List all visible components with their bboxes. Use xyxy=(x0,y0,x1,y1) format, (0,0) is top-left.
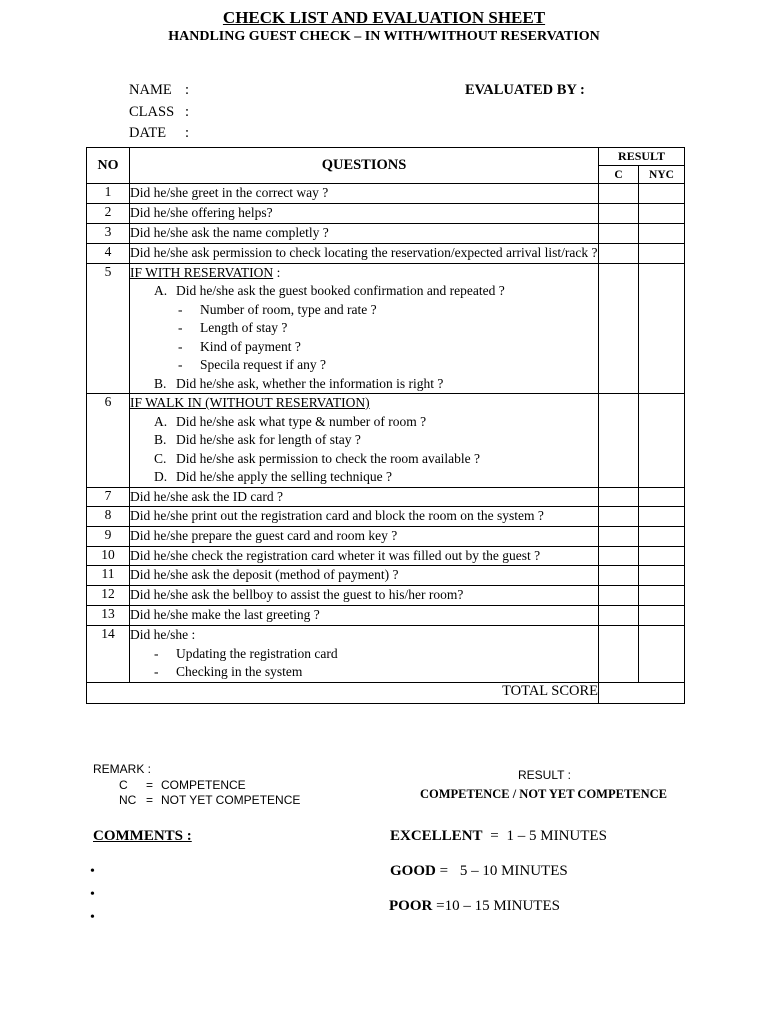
row-number: 4 xyxy=(87,244,130,264)
result-nyc-cell[interactable] xyxy=(639,586,685,606)
result-c-cell[interactable] xyxy=(599,526,639,546)
checklist-table xyxy=(86,147,685,704)
result-c-cell[interactable] xyxy=(599,626,639,683)
result-c-cell[interactable] xyxy=(599,566,639,586)
result-nyc-cell[interactable] xyxy=(639,204,685,224)
question-text: Did he/she greet in the correct way ? xyxy=(130,184,599,204)
result-label: RESULT : xyxy=(518,768,571,782)
row-number: 10 xyxy=(87,546,130,566)
result-nyc-cell[interactable] xyxy=(639,606,685,626)
row-number: 14 xyxy=(87,626,130,683)
table-row xyxy=(87,546,685,566)
comment-bullet: • xyxy=(90,864,95,879)
dash-item: - Specila request if any ? xyxy=(178,357,326,372)
name-label: NAME xyxy=(129,82,172,98)
row-number: 5 xyxy=(87,263,130,394)
question-text: Did he/she ask the name completly ? xyxy=(130,224,599,244)
result-c-cell[interactable] xyxy=(599,606,639,626)
page-subtitle: HANDLING GUEST CHECK – IN WITH/WITHOUT RESERVATION xyxy=(168,29,600,44)
result-nyc-cell[interactable] xyxy=(639,184,685,204)
sub-question: A. Did he/she ask what type & number of room ? xyxy=(154,413,427,429)
result-c-cell[interactable] xyxy=(599,263,639,394)
dash-item: - Updating the registration card xyxy=(154,645,338,661)
section-heading: IF WALK IN (WITHOUT RESERVATION) xyxy=(130,395,370,410)
result-nyc-cell[interactable] xyxy=(639,224,685,244)
col-questions-header: QUESTIONS xyxy=(130,148,599,184)
result-nyc-cell[interactable] xyxy=(639,507,685,527)
question-text: Did he/she : xyxy=(130,627,196,642)
result-c-cell[interactable] xyxy=(599,586,639,606)
dash-item: - Number of room, type and rate ? xyxy=(178,301,377,317)
sub-question: C. Did he/she ask permission to check the room available ? xyxy=(154,450,481,466)
result-nyc-cell[interactable] xyxy=(639,566,685,586)
timing-poor: POOR =10 – 15 MINUTES xyxy=(389,898,560,914)
result-c-cell[interactable] xyxy=(599,244,639,264)
section-heading-colon: : xyxy=(273,264,281,280)
question-text: Did he/she make the last greeting ? xyxy=(130,606,599,626)
sub-question: D. Did he/she apply the selling technique ? xyxy=(154,469,392,484)
question-block xyxy=(130,263,599,394)
col-c-header: C xyxy=(599,166,639,184)
row-number: 7 xyxy=(87,487,130,507)
table-row xyxy=(87,586,685,606)
row-number: 2 xyxy=(87,204,130,224)
question-text: Did he/she ask the bellboy to assist the guest to his/her room? xyxy=(130,586,599,606)
table-row xyxy=(87,526,685,546)
question-text: Did he/she prepare the guest card and room key ? xyxy=(130,526,599,546)
question-text: Did he/she print out the registration card and block the room on the system ? xyxy=(130,507,599,527)
col-result-header: RESULT xyxy=(599,148,685,166)
class-label: CLASS xyxy=(129,104,175,120)
result-nyc-cell[interactable] xyxy=(639,526,685,546)
question-block xyxy=(130,394,599,488)
question-text: Did he/she ask permission to check locating the reservation/expected arrival list/rack ? xyxy=(130,244,599,264)
result-c-cell[interactable] xyxy=(599,487,639,507)
date-label: DATE xyxy=(129,125,167,141)
result-nyc-cell[interactable] xyxy=(639,263,685,394)
row-number: 11 xyxy=(87,566,130,586)
result-c-cell[interactable] xyxy=(599,224,639,244)
sub-question: B. Did he/she ask for length of stay ? xyxy=(154,432,361,447)
result-c-cell[interactable] xyxy=(599,546,639,566)
timing-good: GOOD = 5 – 10 MINUTES xyxy=(390,863,568,879)
table-header-row xyxy=(87,148,685,166)
total-score-cell[interactable] xyxy=(599,682,685,703)
table-row xyxy=(87,394,685,488)
timing-excellent: EXCELLENT = 1 – 5 MINUTES xyxy=(390,828,607,844)
date-colon: : xyxy=(185,125,190,141)
table-row xyxy=(87,507,685,527)
class-colon: : xyxy=(185,104,190,120)
question-text: Did he/she ask the deposit (method of payment) ? xyxy=(130,566,599,586)
row-number: 3 xyxy=(87,224,130,244)
name-colon: : xyxy=(185,82,190,98)
result-nyc-cell[interactable] xyxy=(639,546,685,566)
table-row xyxy=(87,184,685,204)
question-block xyxy=(130,626,599,683)
total-score-row xyxy=(87,682,685,703)
dash-item: - Checking in the system xyxy=(154,664,303,679)
page-title: CHECK LIST AND EVALUATION SHEET xyxy=(222,8,546,27)
result-nyc-cell[interactable] xyxy=(639,626,685,683)
class-field xyxy=(129,104,189,121)
evaluated-by-label: EVALUATED BY : xyxy=(465,82,585,98)
sub-question: A. Did he/she ask the guest booked confirmation and repeated ? xyxy=(154,283,505,298)
result-c-cell[interactable] xyxy=(599,184,639,204)
row-number: 8 xyxy=(87,507,130,527)
result-c-cell[interactable] xyxy=(599,507,639,527)
result-value: COMPETENCE / NOT YET COMPETENCE xyxy=(420,787,668,801)
result-nyc-cell[interactable] xyxy=(639,394,685,488)
comment-bullet: • xyxy=(90,910,95,925)
total-score-label: TOTAL SCORE xyxy=(87,682,599,703)
table-row xyxy=(87,204,685,224)
table-row xyxy=(87,244,685,264)
result-nyc-cell[interactable] xyxy=(639,487,685,507)
section-heading: IF WITH RESERVATION xyxy=(130,264,274,280)
col-no-header: NO xyxy=(87,148,130,184)
question-text: Did he/she ask the ID card ? xyxy=(130,487,599,507)
comments-title: COMMENTS : xyxy=(93,828,192,844)
dash-item: - Kind of payment ? xyxy=(178,338,301,354)
remark-title: REMARK : xyxy=(93,762,152,776)
row-number: 9 xyxy=(87,526,130,546)
result-c-cell[interactable] xyxy=(599,394,639,488)
name-field xyxy=(129,82,189,99)
date-field xyxy=(129,125,189,142)
remark-nc: NC = NOT YET COMPETENCE xyxy=(119,793,301,807)
comment-bullet: • xyxy=(90,887,95,902)
result-nyc-cell[interactable] xyxy=(639,244,685,264)
row-number: 12 xyxy=(87,586,130,606)
remark-c: C = COMPETENCE xyxy=(119,778,246,792)
row-number: 6 xyxy=(87,394,130,488)
dash-item: - Length of stay ? xyxy=(178,320,288,335)
row-number: 1 xyxy=(87,184,130,204)
table-row xyxy=(87,566,685,586)
table-row xyxy=(87,626,685,683)
question-text: Did he/she offering helps? xyxy=(130,204,599,224)
table-row xyxy=(87,487,685,507)
question-text: Did he/she check the registration card wheter it was filled out by the guest ? xyxy=(130,546,599,566)
result-c-cell[interactable] xyxy=(599,204,639,224)
sub-question: B. Did he/she ask, whether the information is right ? xyxy=(154,375,444,391)
table-row xyxy=(87,224,685,244)
row-number: 13 xyxy=(87,606,130,626)
table-row xyxy=(87,606,685,626)
col-nyc-header: NYC xyxy=(639,166,685,184)
table-row xyxy=(87,263,685,394)
